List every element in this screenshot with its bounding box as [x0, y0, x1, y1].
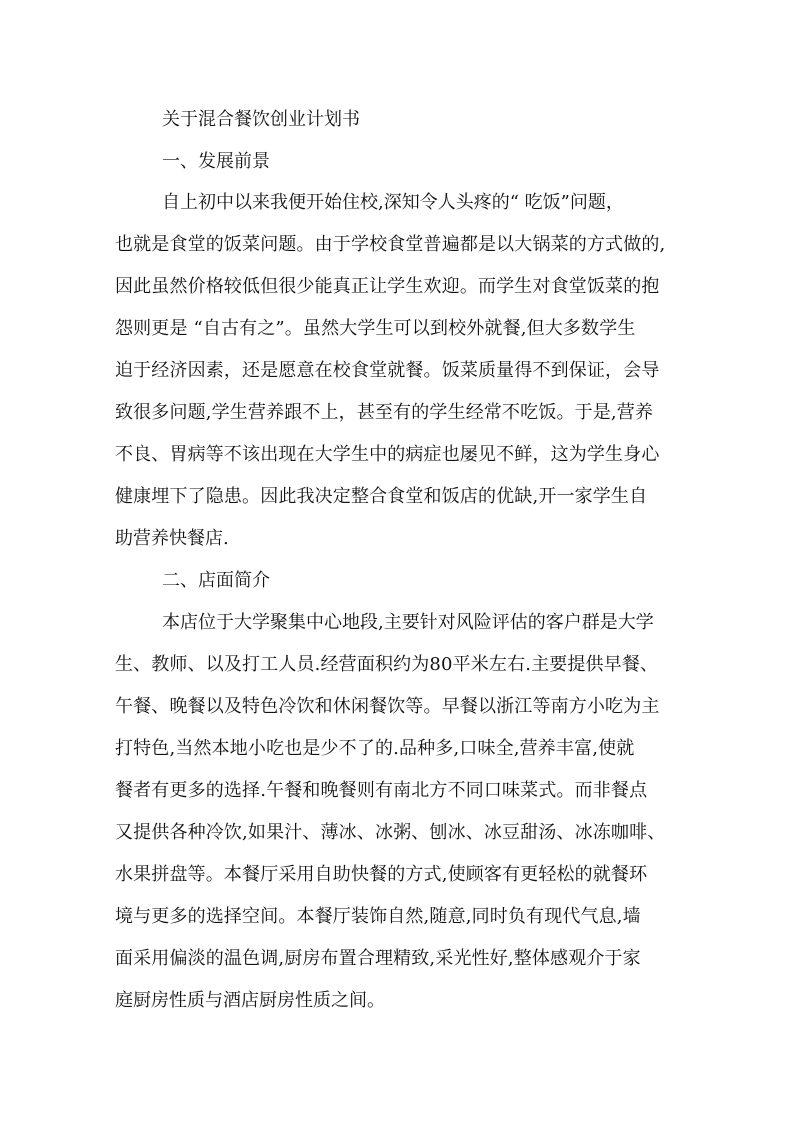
section2-line-3: 午餐、晚餐以及特色冷饮和休闲餐饮等。早餐以浙江等南方小吃为主: [115, 696, 660, 717]
section2-line-2: 生、教师、以及打工人员.经营面积约为80平米左右.主要提供早餐、: [115, 654, 659, 675]
section1-line-5: 迫于经济因素，还是愿意在校食堂就餐。饭菜质量得不到保证，会导: [115, 360, 660, 381]
section-heading-development-prospects: 一、发展前景: [162, 151, 270, 172]
section2-line-10: 庭厨房性质与酒店厨房性质之间。: [115, 990, 385, 1011]
section1-line-6: 致很多问题,学生营养跟不上，甚至有的学生经常不吃饭。于是,营养: [115, 402, 654, 423]
section1-line-8: 健康埋下了隐患。因此我决定整合食堂和饭店的优缺,开一家学生自: [115, 486, 648, 507]
section2-line-1: 本店位于大学聚集中心地段,主要针对风险评估的客户群是大学: [162, 612, 654, 633]
section2-line-6: 又提供各种冷饮,如果汁、薄冰、冰粥、刨冰、冰豆甜汤、冰冻咖啡、: [115, 822, 666, 843]
section1-line-7: 不良、胃病等不该出现在大学生中的病症也屡见不鲜，这为学生身心: [115, 444, 660, 465]
section-heading-store-introduction: 二、店面简介: [162, 570, 270, 591]
section1-line-3: 因此虽然价格较低但很少能真正让学生欢迎。而学生对食堂饭菜的抱: [115, 276, 660, 297]
document-title: 关于混合餐饮创业计划书: [162, 109, 360, 130]
section2-line-7: 水果拼盘等。本餐厅采用自助快餐的方式,使顾客有更轻松的就餐环: [115, 864, 648, 885]
section1-line-2: 也就是食堂的饭菜问题。由于学校食堂普遍都是以大锅菜的方式做的,: [115, 234, 666, 255]
section2-line-5: 餐者有更多的选择.午餐和晚餐则有南北方不同口味菜式。而非餐点: [115, 780, 648, 801]
section2-line-8: 境与更多的选择空间。本餐厅装饰自然,随意,同时负有现代气息,墙: [115, 906, 641, 927]
section2-line-9: 面采用偏淡的温色调,厨房布置合理精致,采光性好,整体感观介于家: [115, 948, 641, 969]
section2-line-4: 打特色,当然本地小吃也是少不了的.品种多,口味全,营养丰富,使就: [115, 738, 635, 759]
section1-line-4: 怨则更是 “自古有之”。虽然大学生可以到校外就餐,但大多数学生: [115, 318, 636, 339]
section1-line-1: 自上初中以来我便开始住校,深知令人头疼的“ 吃饭”问题，: [162, 192, 624, 213]
section1-line-9: 助营养快餐店.: [115, 528, 229, 549]
